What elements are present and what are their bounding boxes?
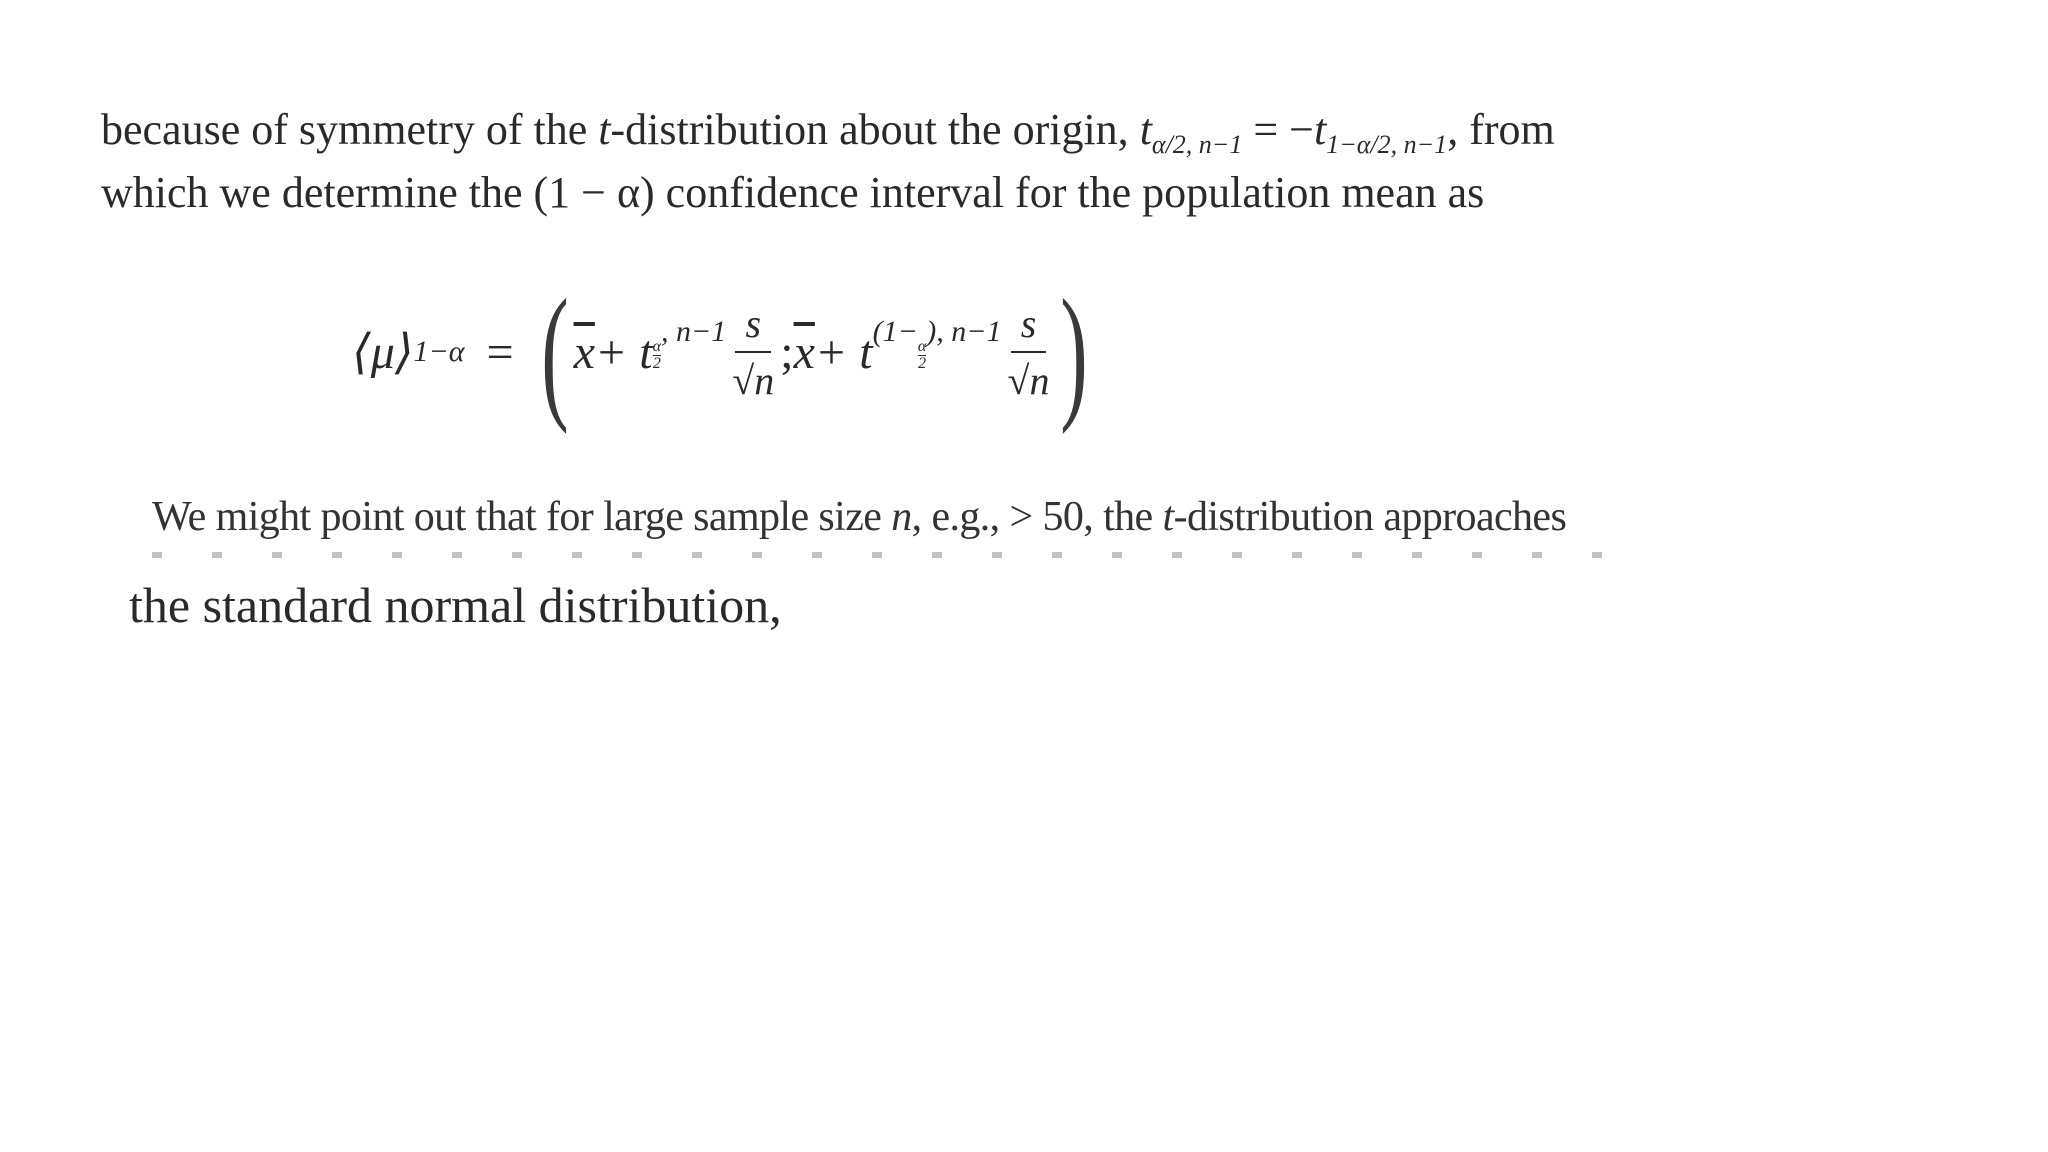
clipped-text-line — [152, 552, 1632, 558]
confidence-interval-equation: ⟨μ⟩ 1−α = ( $\overline{x}$ + t $\frac{\alpha}{2}$ , n−1 $\frac{s}{√n}$ ; $\overline{x}$ + t (1− $\frac{\alpha}{2}$ ), n−1 $\frac{s}{√n}$ ) — [352, 269, 1089, 435]
xbar-1: $\overline{x}$ — [573, 325, 595, 379]
close-paren: ) — [1060, 269, 1089, 435]
equation-equals: = — [486, 325, 514, 379]
paragraph-line-2: which we determine the (1 − α) confidence interval for the population mean as — [101, 168, 1485, 217]
alpha-half-den: 2 — [918, 355, 927, 372]
t-subscript-2 — [872, 315, 1002, 372]
t-variable: t — [598, 105, 611, 154]
n-variable: n — [891, 494, 912, 540]
text-segment: -distribution approaches — [1173, 494, 1567, 540]
equation-lhs: ⟨μ⟩ — [352, 326, 414, 379]
open-paren: ( — [540, 269, 569, 435]
s-over-sqrt-n-1 — [732, 300, 774, 404]
s-over-sqrt-n-2 — [1008, 300, 1050, 404]
symmetry-sub-right: 1−α/2, n−1 — [1326, 130, 1448, 159]
numerator-s: s — [735, 300, 771, 353]
symmetry-t-right: t — [1313, 105, 1327, 154]
t-subscript-1 — [652, 315, 727, 372]
paragraph-line-1 — [101, 105, 1555, 159]
plus-t-2: + t — [814, 325, 873, 379]
paragraph-3-line: the standard normal distribution, — [129, 577, 782, 633]
t-subscript-close: ), n−1 — [926, 315, 1002, 348]
t-variable: t — [1162, 494, 1174, 540]
alpha-half-num: α — [652, 338, 662, 355]
t-subscript-rest: , n−1 — [661, 315, 727, 348]
t-subscript-open: (1− — [872, 315, 918, 348]
equals-minus: = − — [1242, 105, 1314, 154]
alpha-half-den: 2 — [652, 355, 661, 372]
numerator-s: s — [1011, 300, 1047, 353]
separator: ; — [780, 325, 794, 379]
xbar-2: $\overline{x}$ — [793, 325, 815, 379]
text-segment: because of symmetry of the — [101, 105, 599, 154]
text-segment: -distribution about the origin, — [610, 105, 1140, 154]
alpha-half-2 — [918, 339, 926, 372]
symmetry-t-left: t — [1139, 105, 1152, 154]
denominator-sqrt-n: √n — [732, 358, 775, 403]
alpha-half-num: α — [917, 338, 927, 355]
text-segment: We might point out that for large sample size — [152, 494, 892, 540]
alpha-half-1 — [653, 339, 661, 372]
denominator-sqrt-n: √n — [1007, 358, 1050, 403]
text-segment: , from — [1447, 105, 1555, 154]
symmetry-sub-left: α/2, n−1 — [1151, 130, 1243, 159]
plus-t-1: + t — [594, 325, 653, 379]
paragraph-2-line — [152, 493, 1566, 541]
text-segment: , e.g., > 50, the — [911, 494, 1163, 540]
